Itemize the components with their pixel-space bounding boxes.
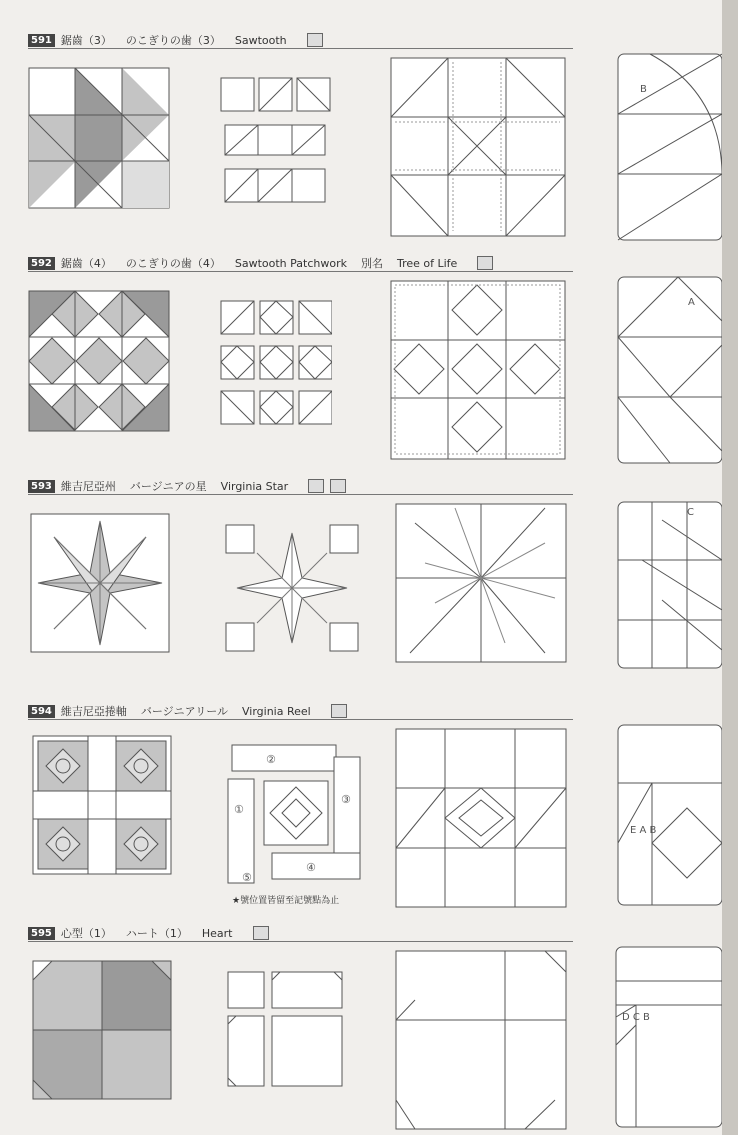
template-label: B: [640, 84, 647, 95]
pattern-594: [0, 703, 738, 918]
alias-label: 別名: [360, 257, 383, 270]
template-label: D C B: [622, 1012, 650, 1023]
step-number: ⑤: [242, 871, 252, 884]
title-chinese: 鋸齒（4）: [60, 257, 112, 270]
pattern-header: [28, 925, 573, 942]
pieces-diagram: [226, 970, 346, 1090]
template-diagram: [610, 275, 722, 465]
block-diagram: [32, 960, 172, 1100]
cutting-diagram: [395, 950, 567, 1130]
title-japanese: バージニアの星: [129, 480, 207, 493]
title-english: Virginia Reel: [242, 704, 311, 718]
title-japanese: のこぎりの歯（4）: [125, 257, 221, 270]
block-diagram: [28, 67, 170, 209]
pattern-header: [28, 478, 573, 495]
pieces-diagram: [220, 77, 332, 207]
title-chinese: 鋸齒（3）: [60, 34, 112, 47]
machine-icon: [307, 33, 323, 47]
title-japanese: バージニアリール: [140, 705, 228, 718]
template-diagram: [612, 500, 722, 670]
machine-icon: [331, 704, 347, 718]
alias-english: Tree of Life: [396, 256, 458, 270]
pattern-592: [0, 255, 738, 470]
block-diagram: [32, 735, 172, 875]
pattern-591: [0, 32, 738, 247]
pattern-number: 592: [28, 257, 55, 270]
step-number: ①: [234, 803, 244, 816]
title-english: Sawtooth Patchwork: [234, 256, 347, 270]
title-chinese: 心型（1）: [60, 927, 112, 940]
cutting-diagram: [395, 728, 567, 908]
pieces-diagram: [220, 300, 332, 430]
sewing-note: ★號位置皆留至記號點為止: [232, 896, 340, 906]
title-english: Heart: [201, 926, 233, 940]
pattern-595: [0, 925, 738, 1135]
block-diagram: [30, 513, 170, 653]
pattern-number: 595: [28, 927, 55, 940]
machine-icon: [477, 256, 493, 270]
machine-icon: [330, 479, 346, 493]
template-label: C: [687, 507, 694, 518]
block-diagram: [28, 290, 170, 432]
title-chinese: 維吉尼亞捲軸: [60, 705, 127, 718]
step-number: ④: [306, 861, 316, 874]
cutting-diagram: [390, 280, 566, 460]
pattern-number: 591: [28, 34, 55, 47]
step-number: ②: [266, 753, 276, 766]
pattern-593: [0, 478, 738, 693]
cutting-diagram: [395, 503, 567, 663]
title-japanese: ハート（1）: [125, 927, 188, 940]
template-diagram: [610, 52, 722, 242]
template-label: E A B: [630, 825, 657, 836]
template-diagram: [612, 945, 722, 1130]
applique-icon: [253, 926, 269, 940]
pattern-header: [28, 255, 573, 272]
title-japanese: のこぎりの歯（3）: [125, 34, 221, 47]
pattern-number: 593: [28, 480, 55, 493]
pieces-diagram: [226, 743, 362, 888]
pattern-header: [28, 32, 573, 49]
template-diagram: [612, 723, 722, 908]
pieces-diagram: [222, 523, 362, 653]
template-label: A: [688, 297, 695, 308]
pattern-header: [28, 703, 573, 720]
hand-sewing-icon: [308, 479, 324, 493]
pattern-number: 594: [28, 705, 55, 718]
title-english: Virginia Star: [220, 479, 289, 493]
title-chinese: 維吉尼亞州: [60, 480, 116, 493]
cutting-diagram: [390, 57, 566, 237]
step-number: ③: [341, 793, 351, 806]
title-english: Sawtooth: [234, 33, 287, 47]
